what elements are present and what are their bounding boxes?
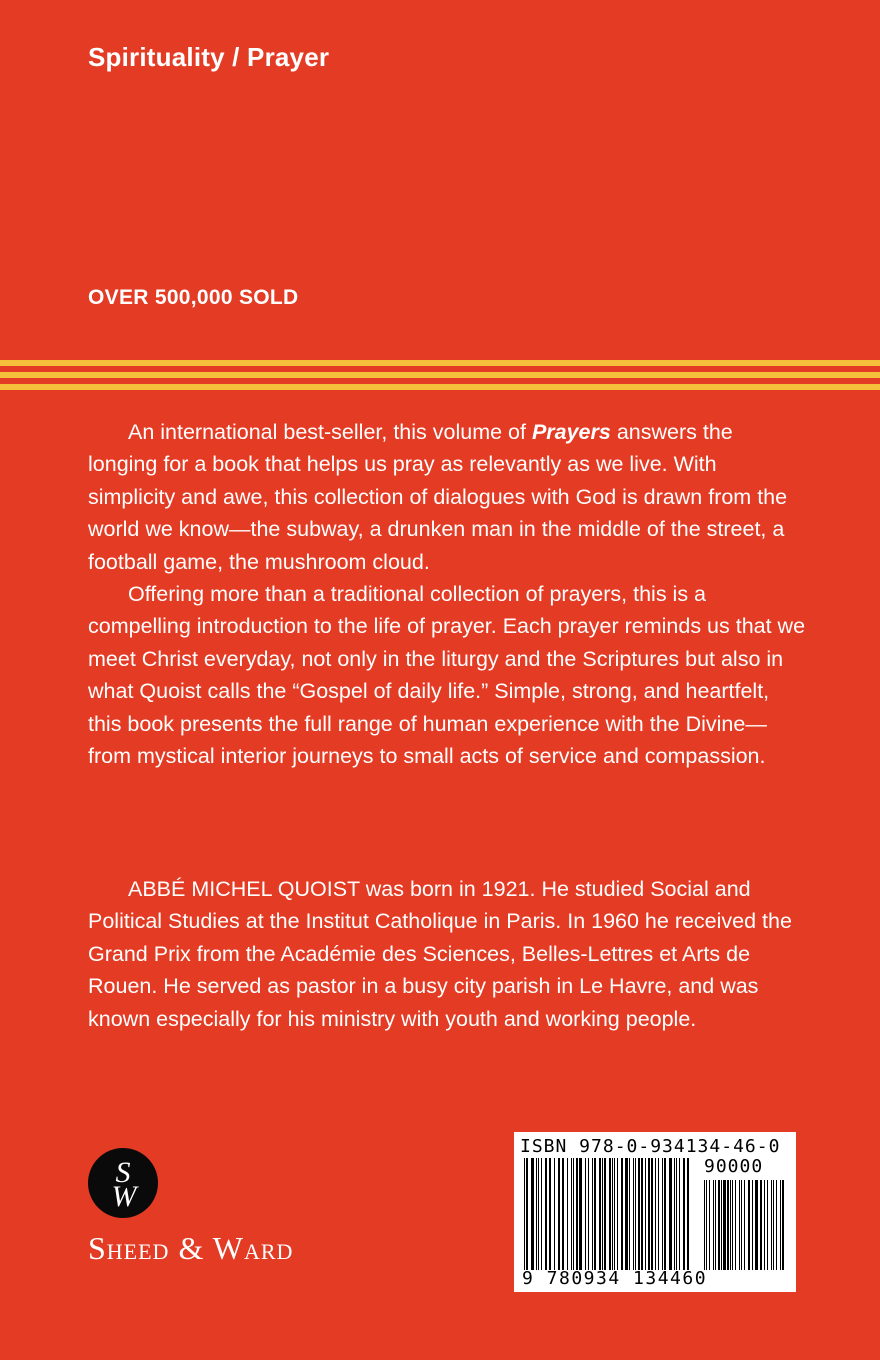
stripe xyxy=(0,372,880,378)
sales-claim: OVER 500,000 SOLD xyxy=(88,286,299,309)
barcode-bars-addon xyxy=(704,1180,786,1270)
ean-digits: 9 780934 134460 xyxy=(522,1268,708,1289)
isbn-barcode xyxy=(514,1132,796,1292)
description-text: An international best-seller, this volume of xyxy=(128,420,532,444)
book-description xyxy=(88,416,808,772)
description-paragraph-1 xyxy=(88,416,808,578)
barcode-bars-main xyxy=(524,1158,694,1270)
description-paragraph-2: Offering more than a traditional collection of prayers, this is a compelling introduction to the life of prayer. Each prayer reminds us that we meet Christ everyday, not only in the liturgy and the Scriptures but also in what Quoist calls the “Gospel of daily life.” Simple, strong, and heartfelt, this book presents the full range of human experience with the Divine—from mystical interior journeys to small acts of service and compassion. xyxy=(88,582,806,769)
stripe xyxy=(0,360,880,366)
sw-monogram-icon xyxy=(88,1148,158,1218)
publisher-name: Sheed & Ward xyxy=(88,1230,294,1266)
stripe xyxy=(0,384,880,390)
decorative-stripes xyxy=(0,360,880,400)
description-text: answers the longing for a book that helps us pray as relevantly as we live. With simplicity and awe, this collection of dialogues with God is drawn from the world we know—the subway, a drunken man in the middle of the street, a football game, the mushroom cloud. xyxy=(88,420,788,574)
isbn-label: ISBN 978-0-934134-46-0 xyxy=(520,1136,781,1157)
price-addon-code: 90000 xyxy=(704,1156,764,1177)
category-label: Spirituality / Prayer xyxy=(88,42,330,72)
svg-text:W: W xyxy=(111,1180,137,1213)
svg-text:S: S xyxy=(115,1156,131,1189)
author-bio: ABBÉ MICHEL QUOIST was born in 1921. He studied Social and Political Studies at the Institut Catholique in Paris. In 1960 he received the Grand Prix from the Académie des Sciences, Belles-Lettres et Arts de Rouen. He served as pastor in a busy city parish in Le Havre, and was known especially for his ministry with youth and working people. xyxy=(88,877,792,1031)
book-title: Prayers xyxy=(531,420,611,444)
